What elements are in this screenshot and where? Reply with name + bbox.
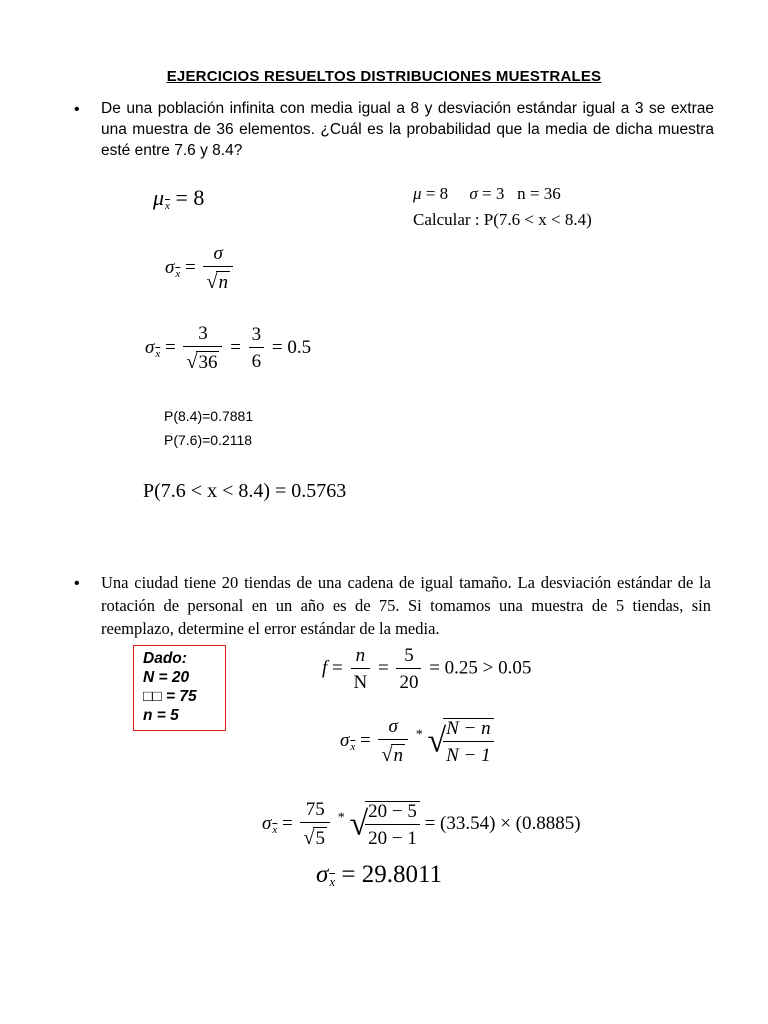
dado-sigma: □□ = 75 xyxy=(143,688,197,705)
bullet-1: • xyxy=(74,101,80,118)
probability-7-6: P(7.6)=0.2118 xyxy=(164,432,253,448)
fpc-num: σ xyxy=(388,716,398,737)
formula-equals: = xyxy=(185,256,196,278)
fpc-calc-rden: 20 − 1 xyxy=(368,827,417,849)
calc-num-1: 3 xyxy=(183,324,222,347)
formula-num: σ xyxy=(213,243,223,264)
calc-den-2: 6 xyxy=(251,351,262,373)
bullet-2: • xyxy=(74,575,80,592)
dado-n: n = 5 xyxy=(143,707,179,724)
f-symbol: f xyxy=(322,657,328,679)
dado-N: N = 20 xyxy=(143,669,190,686)
fpc-rnum: N − n xyxy=(446,717,491,739)
f-result: = 0.25 > 0.05 xyxy=(429,657,532,679)
f-num-2: 5 xyxy=(396,646,421,669)
mu-value: = 8 xyxy=(175,185,205,210)
fpc-den: n xyxy=(393,745,403,766)
standard-error-calculation: $\sigma_{\overline{x}}$ = $\frac{3}{√36}$ = $\frac{3}{6}$ = 0.5 xyxy=(145,323,312,373)
given-mu: = 8 xyxy=(425,184,449,203)
f-num: n xyxy=(355,645,366,666)
fpc-calc-result: = (33.54) × (0.8885) xyxy=(424,812,581,834)
fpc-calc-num: 75 xyxy=(300,800,329,823)
given-data-box xyxy=(133,645,226,731)
finite-correction-formula: $\sigma_{\overline{x}}$ = $\frac{\sigma}{√n}$ * √ $\frac{N - n}{N - 1}$ xyxy=(340,717,494,766)
finite-correction-calculation: $\sigma_{\overline{x}}$ = $\frac{75}{√5}$ * √ $\frac{20 - 5}{20 - 1}$ = (33.54) × (0.8885) xyxy=(262,799,581,849)
given-sigma: = 3 xyxy=(482,184,505,203)
exercise-2-statement: Una ciudad tiene 20 tiendas de una cadena de igual tamaño. La desviación estándar de la rotación de personal en un año es de 75. Si tomamos una muestra de 5 tiendas, sin reemplazo, determine el error estándar de la media. xyxy=(101,573,711,638)
fpc-calc-rnum: 20 − 5 xyxy=(365,802,420,825)
dado-heading: Dado: xyxy=(143,650,187,667)
calc-den-1: 36 xyxy=(198,352,218,373)
final-probability: P(7.6 < x < 8.4) = 0.5763 xyxy=(143,480,347,502)
calc-result: = 0.5 xyxy=(271,336,312,358)
calc-num-2: 3 xyxy=(249,325,265,348)
document-title: EJERCICIOS RESUELTOS DISTRIBUCIONES MUESTRALES xyxy=(166,68,602,85)
exercise-1-statement: De una población infinita con media igual a 8 y desviación estándar igual a 3 se extrae una muestra de 36 elementos. ¿Cuál es la probabilidad que la media de dicha muestra esté entre 7.6 y 8.4? xyxy=(101,100,714,159)
final-standard-error-value: = 29.8011 xyxy=(341,861,443,888)
given-n: n = 36 xyxy=(517,184,561,203)
fpc-rden: N − 1 xyxy=(446,744,491,766)
sampling-fraction-equation: f = $\frac{n}{N}$ = $\frac{5}{20}$ = 0.25 > 0.05 xyxy=(322,645,532,693)
formula-den: n xyxy=(218,272,228,293)
final-standard-error: $\sigma_{\overline{x}} = 29.8011$ xyxy=(316,861,443,889)
f-den-2: 20 xyxy=(399,672,419,693)
standard-error-formula: $\sigma_{\overline{x}}$ = $\frac{\sigma}{√n}$ xyxy=(165,244,236,293)
fpc-calc-den: 5 xyxy=(315,828,325,849)
f-den: N xyxy=(353,672,368,693)
mean-of-means-equation: $\mu_{\overline{x}} = 8$ xyxy=(153,185,205,212)
probability-8-4: P(8.4)=0.7881 xyxy=(164,408,254,424)
given-values: μ = 8 σ = 3 n = 36 xyxy=(413,184,561,203)
calcular-line: Calcular : P(7.6 < x < 8.4) xyxy=(413,210,592,229)
